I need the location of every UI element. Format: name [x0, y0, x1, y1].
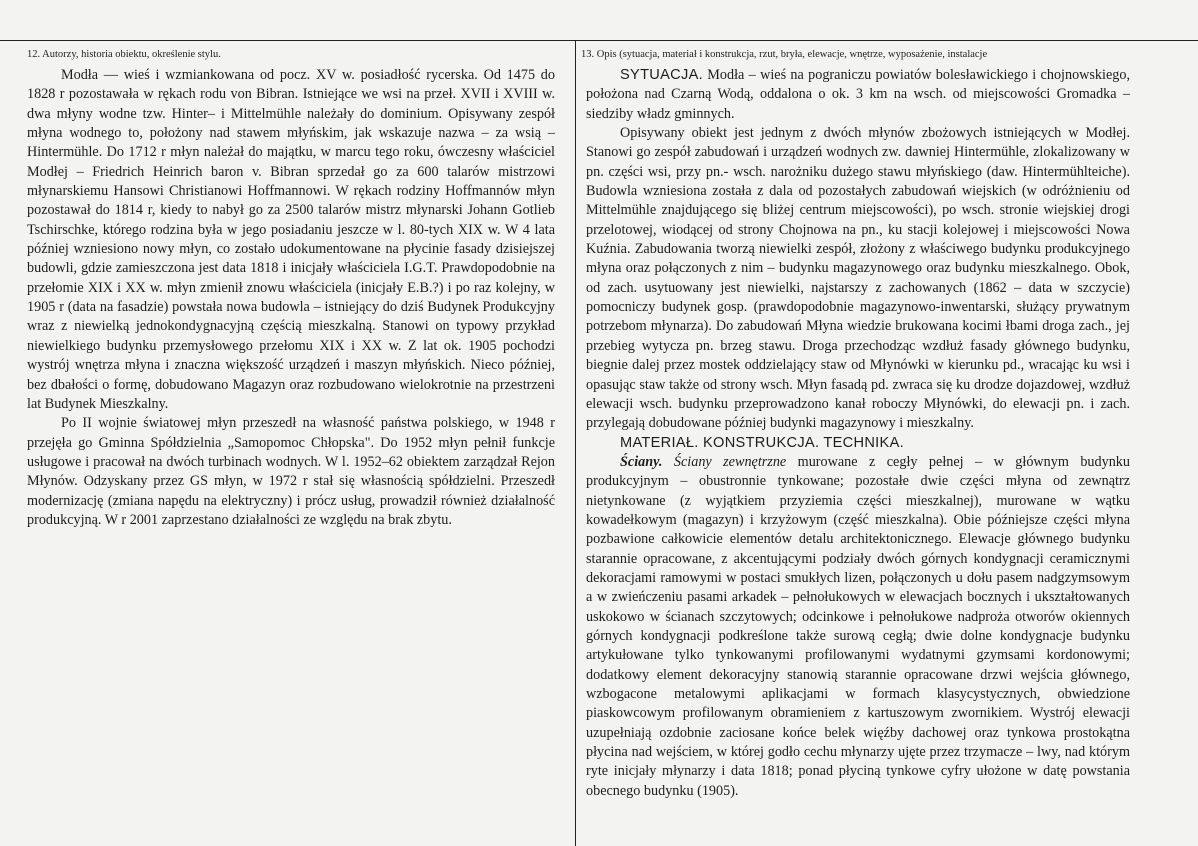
description-paragraph: Opisywany obiekt jest jednym z dwóch młynów zbożowych istniejących w Modłej. Stanowi go zespół zabudowań i urządzeń wodnych zw. dawniej Hintermühle, zlokalizowany w pn. części wsi, przy pn.- wsch. narożniku dużego stawu młyńskiego (daw. Hintermühlteiche). Budowla wzniesiona została z dala od pozostałych zabudowań wiejskich (w odróżnieniu od Mittelmühle znajdującego się bliżej centrum miejscowości), po wsch. stronie wiejskiej drogi przelotowej, wiodącej od strony Chojnowa na pn., ku stacji kolejowej i miejscowości Nowa Kuźnia. Zabudowania tworzą niewielki zespół, złożony z właściwego budynku produkcyjnego młyna oraz połączonych z nim – budynku magazynowego oraz budynku mieszkalnego. Obok, od zach. usytuowany jest niewielki, najstarszy z zachowanych (1862 – data w szczycie) pomocniczy budynek gosp. (prawdopodobnie magazynowo-inwentarski, służący prywatnym potrzebom młynarza). Do zabudowań Młyna wiedzie brukowana kocimi łbami droga zach., jej przebieg wytycza pn. brzeg stawu. Droga przechodząc wzdłuż fasady głównego budynku, biegnie dalej przez mostek oddzielający staw od Młynówki w kierunku pd., wracając ku wsi i opasując staw także od strony wsch. Młyn fasadą pd. zwraca się ku drodze dojazdowej, wzdłuż elewacji wsch. budynku przeprowadzono kanał roboczy Młynówki, do elewacji pn. i zach. przylegają dobudowane później budynki magazynowy i mieszkalny.: [586, 125, 1130, 432]
material-heading-line: [586, 434, 1130, 453]
situation-text: Modła – wieś na pograniczu powiatów bolesławickiego i chojnowskiego, położona nad Czarną Wodą, oddalona o ok. 3 km na wsch. od miejscowości Gromadka – siedziby władz gminnych.: [586, 67, 1130, 122]
walls-lead: Ściany.: [620, 453, 663, 470]
walls-text: murowane z cegły pełnej – w głównym budynku produkcyjnym – obustronnie tynkowane; pozostałe dwie części młyna od zewnątrz nietynkowane (z wyjątkiem przyziemia części mieszkalnej), murowane w wątku kowadełkowym (magazyn) i krzyżowym (część mieszkalna). Obie późniejsze części młyna pozbawione całkowicie elementów detalu architektonicznego. Elewacje głównego budynku starannie opracowane, z akcentującymi podziały dwóch górnych kondygnacji ceramicznymi dekoracjami ramowymi w postaci smukłych lizen, połączonych u dołu pasem nadgzymsowym a w zwieńczeniu pasami arkadek – pełnołukowych w elewacjach bocznych i ukształtowanych uskokowo w ścianach szczytowych; odcinkowe i pełnołukowe nadproża otworów okiennych górnych kondygnacji podkreślone także surową cegłą; dwie dolne kondygnacje budynku artykułowane tylko tynkowanymi profilowanymi wydatnymi gzymsami kordonowymi; dodatkowy element dekoracyjny stanowią starannie opracowane drzwi wejścia głównego, wzbogacone metalowymi aplikacjami w formach klasycystycznych, obwiedzione piaskowcowym profilowanym obramieniem z kartuszowym zwornikiem. Wystrój elewacji uzupełniają ozdobnie zaciosane końce belek więźby dachowej oraz tynkowa prostokątna płycina nad wejściem, w której godło cechu młynarzy ujęte przez trzymacze – lwy, nad którym ryte inicjały młynarzy i data 1818; ponad płyciną tynkowe cyfry ułożone w datę powstania obecnego budynku (1905).: [586, 453, 1130, 799]
section-12-header: 12. Autorzy, historia obiektu, określenie stylu.: [27, 49, 221, 60]
history-paragraph-2: Po II wojnie światowej młyn przeszedł na własność państwa polskiego, w 1948 r przejęła go Gminna Spółdzielnia „Samopomoc Chłopska". Do 1952 młyn pełnił funkcje usługowe i pracował na dwóch turbinach wodnych. W l. 1952–62 obiektem zarządzał Rejon Młynów. Odzyskany przez GS młyn, w 1972 r stał się własnością spółdzielni. Przeszedł modernizację (zmiana napędu na elektryczny) i prócz usług, prowadził również działalność produkcyjną. W r 2001 zaprzestano działalności ze względu na brak zbytu.: [27, 415, 555, 528]
history-paragraph-1: Modła — wieś i wzmiankowana od pocz. XV w. posiadłość rycerska. Od 1475 do 1828 r pozostawała w rękach rodu von Bibran. Istniejące we wsi na przeł. XVII i XVIII w. dwa młyny wodne tzw. Hinter– i Mittelmühle należały do dominium. Opisywany zespół młyna wodnego to, położony nad stawem młyńskim, jak wskazuje nazwa – za wsią – Hintermühle. Do 1712 r młyn należał do majątku, w marcu tego roku, ówczesny właściciel Modłej – Friedrich Heinrich baron v. Bibran sprzedał go za 600 talarów mistrzowi młynarskiemu Hansowi Christianowi Hoffmannowi. W rękach rodziny Hoffmannów młyn pozostawał do 1814 r, kiedy to nabył go za 2500 talarów mistrz młynarski Johann Gotlieb Tschirschke, którego rodzina była w jego posiadaniu jeszcze w l. 80-tych XIX w. W 4 lata później wzniesiono nowy młyn, co zostało udokumentowane na płycinie fasady dzisiejszej budowli, gdzie zamieszczona jest data 1818 i inicjały właściciela I.G.T. Prawdopodobnie na przełomie XIX i XX w. młyn zmienił znowu właściciela (inicjały E.B.?) i po raz kolejny, w 1905 r (data na fasadzie) powstała nowa budowla – istniejący do dziś Budynek Produkcyjny wraz z niewielką jednokondygnacyjną częścią mieszkalną. Stanowi on typowy przykład niewielkiego budynku przemysłowego przełomu XIX i XX w. Z lat ok. 1905 pochodzi wystrój wnętrza młyna i znaczna większość urządzeń i maszyn młyńskich. Nieco później, bez dbałości o formę, dobudowano Magazyn oraz rozbudowano wielokrotnie na przestrzeni lat Budynek Mieszkalny.: [27, 67, 555, 412]
section-13-header: 13. Opis (sytuacja, materiał i konstrukcja, rzut, bryła, elewacje, wnętrze, wyposażenie, instalacje: [581, 49, 988, 60]
history-column: [27, 66, 555, 530]
walls-paragraph: [586, 453, 1130, 801]
material-heading: MATERIAŁ. KONSTRUKCJA. TECHNIKA.: [620, 434, 904, 451]
situation-paragraph: [586, 66, 1130, 124]
column-divider: [575, 41, 576, 846]
situation-heading: SYTUACJA.: [620, 67, 703, 83]
walls-italic-term: Ściany zewnętrzne: [673, 453, 787, 470]
top-rule: [0, 40, 1198, 41]
description-column: [586, 66, 1130, 801]
